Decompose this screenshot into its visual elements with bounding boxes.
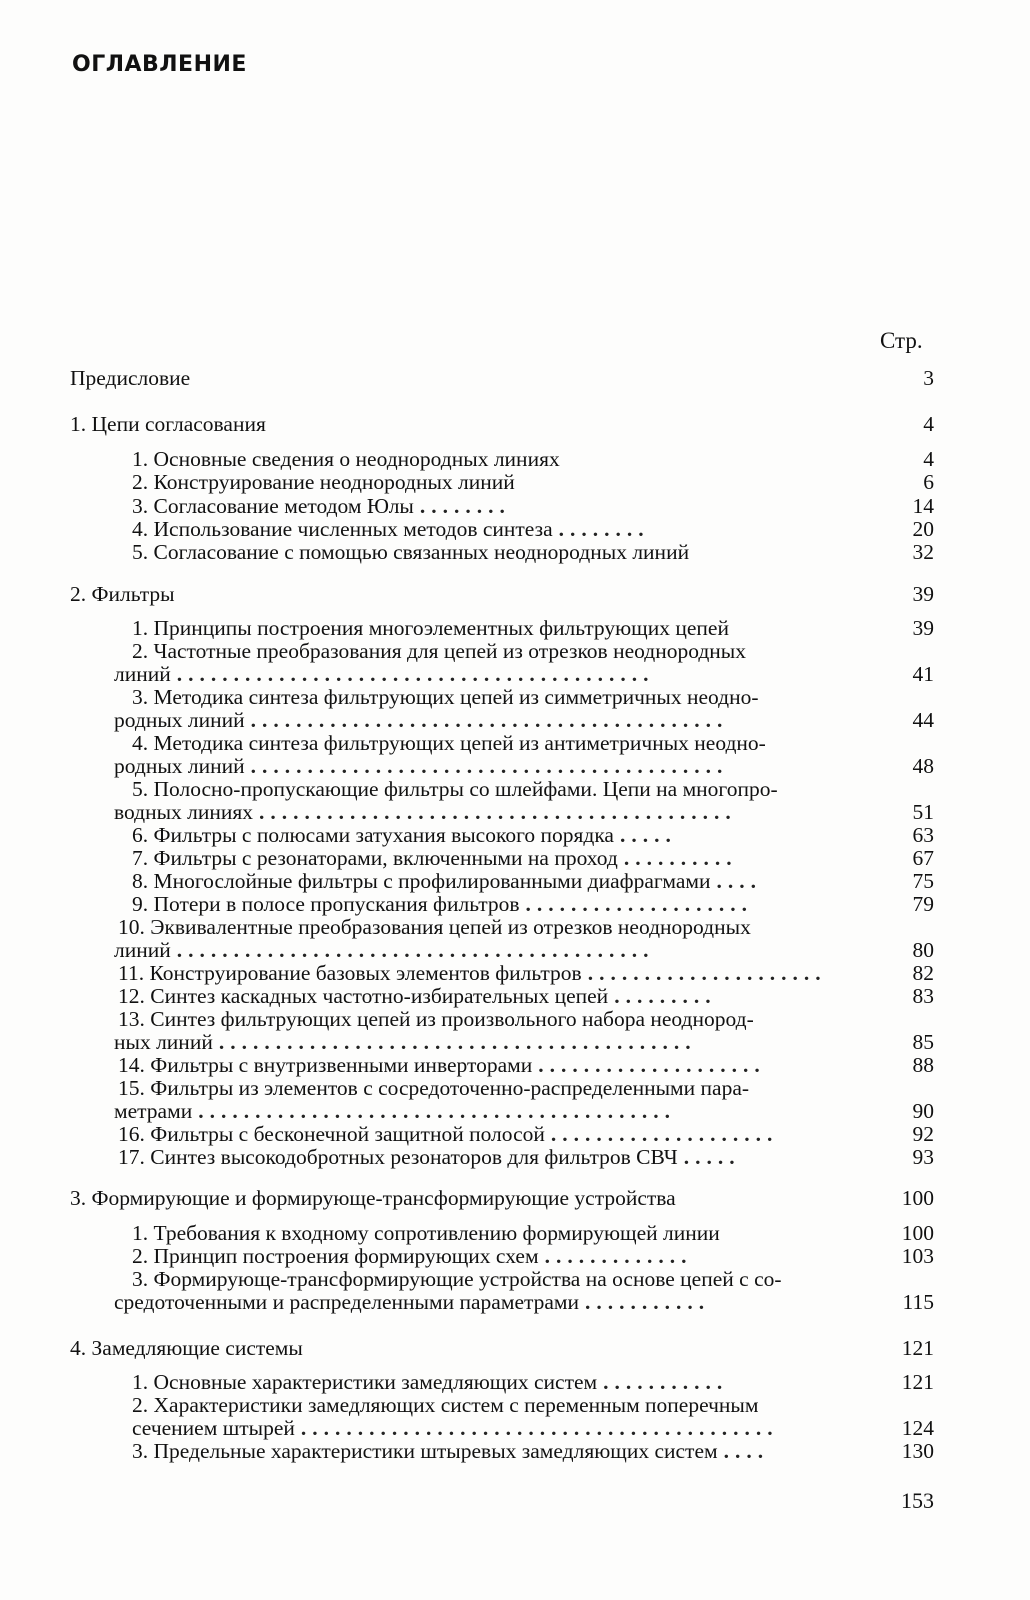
toc-entry bbox=[132, 1244, 876, 1268]
toc-entry bbox=[118, 961, 876, 985]
toc-entry-page: 93 bbox=[912, 1145, 934, 1169]
toc-entry-page: 75 bbox=[912, 869, 934, 893]
leader-dots: ........ bbox=[419, 494, 511, 518]
leader-dots: .......................................... bbox=[250, 708, 729, 732]
leader-dots: ..... bbox=[619, 823, 677, 847]
toc-entry bbox=[114, 938, 876, 962]
toc-entry-text: 3. Формирующие и формирующе-трансформирующие устройства bbox=[70, 1186, 676, 1210]
toc-entry bbox=[132, 1439, 876, 1463]
toc-entry-page: 67 bbox=[912, 846, 934, 870]
leader-dots: ........... bbox=[585, 1290, 711, 1314]
leader-dots: .......................................... bbox=[259, 800, 737, 824]
toc-entry-page: 14 bbox=[912, 494, 934, 518]
leader-dots: ............. bbox=[544, 1244, 693, 1268]
toc-entry-text: 2. Частотные преобразования для цепей из отрезков неоднородных bbox=[132, 639, 746, 663]
toc-entry-text-cont: метрами bbox=[114, 1099, 193, 1123]
toc-entry bbox=[118, 1053, 876, 1077]
leader-dots: .... bbox=[716, 869, 763, 893]
toc-entry bbox=[114, 1030, 876, 1054]
toc-entry-text: 3. Предельные характеристики штыревых замедляющих систем bbox=[132, 1439, 718, 1463]
toc-entry-text: 1. Основные сведения о неоднородных линиях bbox=[132, 447, 560, 471]
toc-entry-text: 4. Методика синтеза фильтрующих цепей из антиметричных неодно- bbox=[132, 731, 766, 755]
leader-dots: ........ bbox=[558, 517, 650, 541]
toc-entry-page: 51 bbox=[912, 800, 934, 824]
toc-entry-text: 11. Конструирование базовых элементов фильтров bbox=[118, 961, 582, 985]
toc-entry-page: 48 bbox=[912, 754, 934, 778]
leader-dots: ........... bbox=[603, 1370, 729, 1394]
leader-dots: .......................................... bbox=[300, 1416, 779, 1440]
toc-entry-text: 4. Использование численных методов синтеза bbox=[132, 517, 553, 541]
toc-entry-text: 2. Принцип построения формирующих схем bbox=[132, 1244, 539, 1268]
toc-entry-page: 124 bbox=[901, 1416, 934, 1440]
toc-entry bbox=[132, 447, 872, 471]
toc-heading: ОГЛАВЛЕНИЕ bbox=[72, 52, 247, 77]
toc-entry bbox=[132, 517, 792, 541]
toc-entry-page: 100 bbox=[901, 1221, 934, 1245]
toc-entry-page: 41 bbox=[912, 662, 934, 686]
toc-entry-page: 85 bbox=[912, 1030, 934, 1054]
leader-dots: ......... bbox=[614, 984, 717, 1008]
toc-entry-text: Предисловие bbox=[70, 366, 191, 390]
toc-entry-text: 1. Принципы построения многоэлементных фильтрующих цепей bbox=[132, 616, 729, 640]
leader-dots: .......................................... bbox=[176, 662, 655, 686]
toc-entry bbox=[132, 892, 876, 916]
leader-dots: .... bbox=[723, 1439, 770, 1463]
toc-entry-text: 14. Фильтры с внутризвенными инверторами bbox=[118, 1053, 533, 1077]
leader-dots: ..................... bbox=[587, 961, 827, 985]
toc-entry-text-cont: линий bbox=[114, 938, 171, 962]
toc-entry-text-cont: родных линий bbox=[114, 708, 245, 732]
toc-entry-text: 4. Замедляющие системы bbox=[70, 1336, 303, 1360]
toc-entry-text: 12. Синтез каскадных частотно-избирательных цепей bbox=[118, 984, 609, 1008]
leader-dots: .................... bbox=[538, 1053, 766, 1077]
toc-entry-text: 3. Методика синтеза фильтрующих цепей из симметричных неодно- bbox=[132, 685, 759, 709]
toc-entry-page: 44 bbox=[912, 708, 934, 732]
toc-entry bbox=[118, 1145, 876, 1169]
page-number: 153 bbox=[901, 1488, 934, 1513]
leader-dots: .......... bbox=[623, 846, 738, 870]
toc-entry bbox=[132, 494, 632, 518]
toc-chapter-3 bbox=[70, 1186, 860, 1210]
toc-entry-text: 2. Характеристики замедляющих систем с переменным поперечным bbox=[132, 1393, 759, 1417]
toc-entry-page: 92 bbox=[912, 1122, 934, 1146]
toc-entry-text: 2. Конструирование неоднородных линий bbox=[132, 470, 515, 494]
toc-entry bbox=[132, 470, 872, 494]
toc-entry bbox=[132, 1416, 876, 1440]
toc-entry-text: 10. Эквивалентные преобразования цепей из отрезков неоднородных bbox=[118, 915, 751, 939]
toc-entry bbox=[132, 616, 872, 640]
toc-entry-text: 6. Фильтры с полюсами затухания высокого порядка bbox=[132, 823, 614, 847]
toc-entry-page: 80 bbox=[912, 938, 934, 962]
toc-entry-page: 6 bbox=[923, 470, 934, 494]
toc-entry bbox=[132, 823, 876, 847]
toc-entry-page: 103 bbox=[901, 1244, 934, 1268]
toc-entry bbox=[132, 869, 876, 893]
toc-entry-page: 4 bbox=[923, 412, 934, 436]
toc-entry-text-cont: средоточенными и распределенными параметрами bbox=[114, 1290, 580, 1314]
toc-entry-text: 17. Синтез высокодобротных резонаторов для фильтров СВЧ bbox=[118, 1145, 678, 1169]
toc-entry-text: 7. Фильтры с резонаторами, включенными на проход bbox=[132, 846, 618, 870]
toc-entry-text: 3. Формирующе-трансформирующие устройства на основе цепей с со- bbox=[132, 1267, 782, 1291]
toc-entry bbox=[118, 1122, 876, 1146]
toc-entry-text: 1. Основные характеристики замедляющих систем bbox=[132, 1370, 598, 1394]
toc-entry-page: 39 bbox=[912, 616, 934, 640]
toc-entry bbox=[114, 1290, 876, 1314]
toc-entry bbox=[132, 1221, 872, 1245]
toc-entry-text: 9. Потери в полосе пропускания фильтров bbox=[132, 892, 520, 916]
toc-entry-page: 83 bbox=[912, 984, 934, 1008]
toc-entry-text: 5. Полосно-пропускающие фильтры со шлейфами. Цепи на многопро- bbox=[132, 777, 778, 801]
toc-entry-text: 8. Многослойные фильтры с профилированными диафрагмами bbox=[132, 869, 711, 893]
toc-entry bbox=[132, 540, 872, 564]
toc-entry bbox=[114, 1099, 876, 1123]
toc-entry bbox=[132, 846, 876, 870]
toc-entry bbox=[114, 800, 876, 824]
toc-entry-page: 121 bbox=[901, 1370, 934, 1394]
toc-entry bbox=[132, 1370, 876, 1394]
page-column-label: Стр. bbox=[880, 328, 923, 353]
toc-entry-page: 90 bbox=[912, 1099, 934, 1123]
leader-dots: .................... bbox=[525, 892, 754, 916]
toc-entry-text: 2. Фильтры bbox=[70, 582, 175, 606]
toc-entry-page: 4 bbox=[923, 447, 934, 471]
toc-entry-page: 20 bbox=[912, 517, 934, 541]
toc-entry-page: 121 bbox=[901, 1336, 934, 1360]
toc-chapter-4 bbox=[70, 1336, 850, 1360]
toc-entry bbox=[118, 984, 876, 1008]
toc-entry bbox=[114, 708, 876, 732]
toc-entry-page: 130 bbox=[901, 1439, 934, 1463]
toc-entry-preface bbox=[70, 366, 850, 390]
toc-entry-page: 63 bbox=[912, 823, 934, 847]
toc-entry-page: 88 bbox=[912, 1053, 934, 1077]
toc-entry-page: 79 bbox=[912, 892, 934, 916]
toc-entry-text-cont: родных линий bbox=[114, 754, 245, 778]
toc-entry-text: 5. Согласование с помощью связанных неоднородных линий bbox=[132, 540, 690, 564]
toc-entry-page: 32 bbox=[912, 540, 934, 564]
toc-entry-text: 1. Цепи согласования bbox=[70, 412, 266, 436]
toc-entry bbox=[114, 662, 876, 686]
leader-dots: .......................................... bbox=[198, 1099, 676, 1123]
toc-entry-text-cont: водных линиях bbox=[114, 800, 254, 824]
leader-dots: .......................................... bbox=[218, 1030, 697, 1054]
leader-dots: ..... bbox=[683, 1145, 741, 1169]
leader-dots: .................... bbox=[550, 1122, 779, 1146]
toc-entry-page: 100 bbox=[901, 1186, 934, 1210]
toc-entry-text-cont: сечением штырей bbox=[132, 1416, 295, 1440]
toc-chapter-2 bbox=[70, 582, 850, 606]
toc-entry-text: 1. Требования к входному сопротивлению формирующей линии bbox=[132, 1221, 720, 1245]
leader-dots: .......................................... bbox=[250, 754, 729, 778]
toc-entry-text-cont: ных линий bbox=[114, 1030, 213, 1054]
toc-entry-page: 82 bbox=[912, 961, 934, 985]
toc-entry-page: 115 bbox=[902, 1290, 934, 1314]
leader-dots: .......................................... bbox=[176, 938, 655, 962]
toc-entry-text: 13. Синтез фильтрующих цепей из произвольного набора неоднород- bbox=[118, 1007, 754, 1031]
toc-entry-page: 3 bbox=[923, 366, 934, 390]
toc-entry-text: 16. Фильтры с бесконечной защитной полосой bbox=[118, 1122, 545, 1146]
toc-entry-text-cont: линий bbox=[114, 662, 171, 686]
toc-entry-text: 15. Фильтры из элементов с сосредоточенно-распределенными пара- bbox=[118, 1076, 750, 1100]
toc-entry-text: 3. Согласование методом Юлы bbox=[132, 494, 414, 518]
toc-chapter-1 bbox=[70, 412, 850, 436]
toc-entry-page: 39 bbox=[912, 582, 934, 606]
toc-entry bbox=[114, 754, 876, 778]
